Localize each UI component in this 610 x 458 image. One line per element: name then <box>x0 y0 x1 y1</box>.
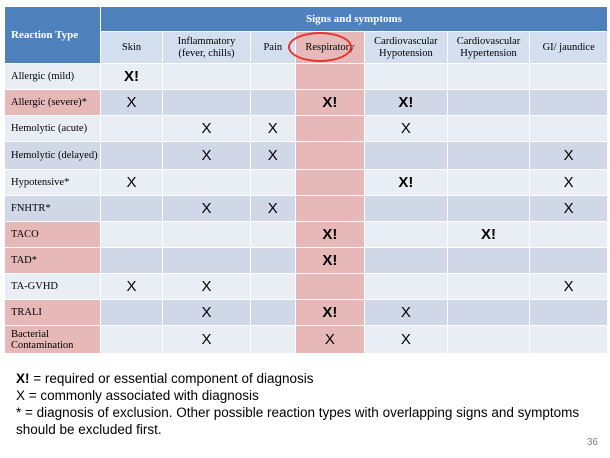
legend <box>16 370 596 438</box>
symptom-cell <box>295 142 364 170</box>
symptom-cell <box>250 90 295 116</box>
reaction-type-name: TRALI <box>5 300 101 326</box>
column-header-line2: Hypertension <box>460 47 517 59</box>
symptom-cell: X <box>295 326 364 354</box>
column-header-line1: Inflammatory <box>177 35 236 47</box>
symptom-cell <box>530 300 608 326</box>
symptom-cell <box>295 170 364 196</box>
legend-exclusion: * = diagnosis of exclusion. Other possible reaction types with overlapping signs and symptoms should be excluded first. <box>16 405 580 437</box>
symptom-cell <box>250 170 295 196</box>
symptom-cell <box>250 64 295 90</box>
reaction-type-name: Allergic (mild) <box>5 64 101 90</box>
table-row <box>5 196 608 222</box>
symptom-cell: X! <box>295 248 364 274</box>
column-header-line1: GI/ jaundice <box>542 41 595 53</box>
column-header-line2: (fever, chills) <box>178 47 235 59</box>
signs-symptoms-header: Signs and symptoms <box>100 7 607 32</box>
symptom-cell <box>100 116 162 142</box>
symptom-cell <box>447 90 530 116</box>
symptom-cell <box>365 64 448 90</box>
column-header-line1: Cardiovascular <box>456 35 521 47</box>
table-row <box>5 116 608 142</box>
symptom-cell: X <box>250 116 295 142</box>
symptom-cell: X! <box>365 90 448 116</box>
table-row <box>5 90 608 116</box>
symptom-cell <box>530 248 608 274</box>
symptom-cell: X <box>163 274 251 300</box>
symptom-cell: X <box>163 300 251 326</box>
reaction-type-name: Hemolytic (delayed) <box>5 142 101 170</box>
column-header <box>447 32 530 64</box>
column-header <box>163 32 251 64</box>
reaction-type-name: Hypotensive* <box>5 170 101 196</box>
symptom-cell: X <box>163 116 251 142</box>
symptom-cell <box>100 196 162 222</box>
table-row <box>5 142 608 170</box>
symptom-cell: X <box>163 142 251 170</box>
symptom-cell <box>100 248 162 274</box>
symptom-cell: X <box>250 142 295 170</box>
symptom-cell <box>250 248 295 274</box>
reaction-type-name: Bacterial Contamination <box>5 326 101 354</box>
symptom-cell <box>100 142 162 170</box>
symptom-cell <box>365 248 448 274</box>
column-header <box>365 32 448 64</box>
symptom-cell <box>250 222 295 248</box>
symptom-cell <box>447 326 530 354</box>
column-header <box>250 32 295 64</box>
symptom-cell: X! <box>295 222 364 248</box>
symptom-cell: X <box>365 326 448 354</box>
symptom-cell <box>163 170 251 196</box>
reaction-type-name: TACO <box>5 222 101 248</box>
symptom-cell <box>163 90 251 116</box>
column-header-line1: Pain <box>263 41 283 53</box>
column-header-line1: Respiratory <box>305 41 355 53</box>
column-header <box>295 32 364 64</box>
legend-common-symbol: X <box>16 388 26 403</box>
column-header <box>100 32 162 64</box>
signs-symptoms-table <box>4 6 608 354</box>
symptom-cell: X <box>365 116 448 142</box>
table-row <box>5 64 608 90</box>
symptom-cell <box>447 64 530 90</box>
column-header-line1: Skin <box>121 41 142 53</box>
symptom-cell <box>447 300 530 326</box>
table-row <box>5 300 608 326</box>
legend-common <box>16 387 596 404</box>
symptom-cell <box>530 90 608 116</box>
reaction-type-name: TAD* <box>5 248 101 274</box>
symptom-cell: X <box>250 196 295 222</box>
page-number: 36 <box>586 437 598 448</box>
reaction-type-name: Allergic (severe)* <box>5 90 101 116</box>
symptom-cell <box>447 274 530 300</box>
symptom-cell: X! <box>295 90 364 116</box>
symptom-cell <box>365 196 448 222</box>
symptom-cell: X! <box>365 170 448 196</box>
symptom-cell <box>163 248 251 274</box>
table-body <box>5 64 608 354</box>
column-header-line1: Cardiovascular <box>374 35 438 47</box>
legend-required <box>16 370 596 387</box>
reaction-type-header: Reaction Type <box>5 7 101 64</box>
symptom-cell <box>447 196 530 222</box>
symptom-cell <box>163 222 251 248</box>
symptom-cell: X <box>163 326 251 354</box>
column-header-line2: Hypotension <box>379 47 433 59</box>
symptom-cell: X <box>530 170 608 196</box>
table-row <box>5 170 608 196</box>
symptom-cell <box>530 116 608 142</box>
symptom-cell <box>530 326 608 354</box>
symptom-cell <box>250 300 295 326</box>
legend-required-symbol: X! <box>16 371 30 386</box>
reaction-type-name: TA-GVHD <box>5 274 101 300</box>
symptom-cell <box>295 196 364 222</box>
symptom-cell: X <box>530 142 608 170</box>
symptom-cell: X <box>100 170 162 196</box>
symptom-cell <box>365 142 448 170</box>
symptom-cell <box>100 222 162 248</box>
symptom-cell: X! <box>447 222 530 248</box>
reaction-type-name: Hemolytic (acute) <box>5 116 101 142</box>
symptom-cell: X <box>163 196 251 222</box>
symptom-cell: X! <box>100 64 162 90</box>
column-header <box>530 32 608 64</box>
symptom-cell <box>365 222 448 248</box>
symptom-cell: X <box>100 274 162 300</box>
symptom-cell: X <box>530 274 608 300</box>
symptom-cell: X <box>530 196 608 222</box>
reaction-type-name: FNHTR* <box>5 196 101 222</box>
symptom-cell <box>447 116 530 142</box>
symptom-cell: X <box>365 300 448 326</box>
symptom-cell <box>100 326 162 354</box>
symptom-cell <box>447 142 530 170</box>
table-row <box>5 222 608 248</box>
legend-common-text: = commonly associated with diagnosis <box>25 388 259 403</box>
symptom-cell <box>295 116 364 142</box>
symptom-cell <box>530 222 608 248</box>
legend-required-text: = required or essential component of diagnosis <box>29 371 314 386</box>
symptom-cell <box>530 64 608 90</box>
symptom-cell <box>295 64 364 90</box>
symptom-cell: X! <box>295 300 364 326</box>
table-row <box>5 326 608 354</box>
table-row <box>5 248 608 274</box>
symptom-cell <box>100 300 162 326</box>
table-row <box>5 274 608 300</box>
symptom-cell <box>365 274 448 300</box>
symptom-cell <box>295 274 364 300</box>
symptom-cell <box>250 326 295 354</box>
symptom-cell: X <box>100 90 162 116</box>
symptom-cell <box>447 248 530 274</box>
symptom-cell <box>447 170 530 196</box>
symptom-cell <box>163 64 251 90</box>
symptom-cell <box>250 274 295 300</box>
